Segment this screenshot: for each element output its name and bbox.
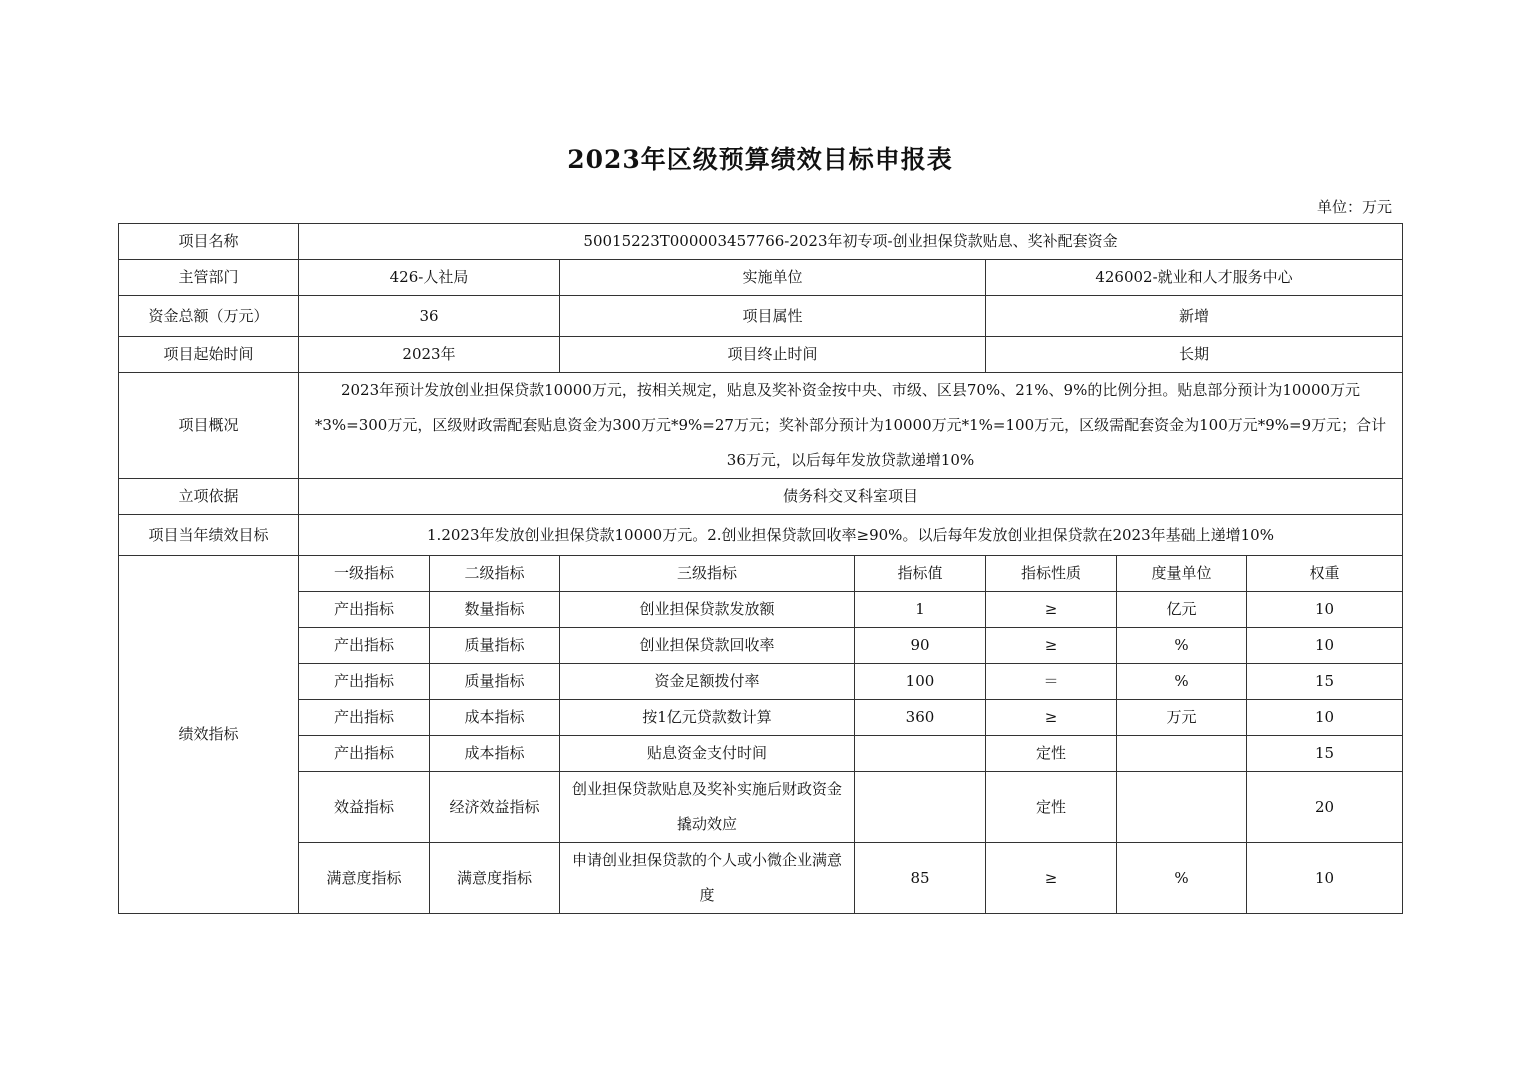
overview-value: 2023年预计发放创业担保贷款10000万元，按相关规定，贴息及奖补资金按中央、市级、区县70%、21%、9%的比例分担。贴息部分预计为10000万元*3%=300万元，区级财政需配套贴息资金为300万元*9%=27万元；奖补部分预计为10000万元*1%=100万元，区级需配套资金为100万元*9%=9万元；合计36万元，以后每年发放贷款递增10% (299, 373, 1403, 479)
weight-cell: 10 (1247, 700, 1403, 736)
row-project-name (119, 224, 1403, 260)
value-cell: 100 (855, 664, 986, 700)
row-basis (119, 479, 1403, 515)
attr-value: 新增 (986, 296, 1403, 337)
level3-cell: 贴息资金支付时间 (560, 736, 855, 772)
unit-cell: % (1117, 843, 1247, 914)
level1-cell: 产出指标 (299, 664, 430, 700)
funds-value: 36 (299, 296, 560, 337)
header-cell: 度量单位 (1117, 556, 1247, 592)
level2-cell: 质量指标 (430, 628, 560, 664)
project-name-value: 50015223T000003457766-2023年初专项-创业担保贷款贴息、奖补配套资金 (299, 224, 1403, 260)
header-cell: 一级指标 (299, 556, 430, 592)
overview-label: 项目概况 (119, 373, 299, 479)
level3-cell: 资金足额拨付率 (560, 664, 855, 700)
nature-cell: ≥ (986, 628, 1117, 664)
weight-cell: 20 (1247, 772, 1403, 843)
level3-cell: 按1亿元贷款数计算 (560, 700, 855, 736)
indicator-row (119, 843, 1403, 914)
nature-cell: 定性 (986, 736, 1117, 772)
level1-cell: 效益指标 (299, 772, 430, 843)
value-cell: 1 (855, 592, 986, 628)
weight-cell: 10 (1247, 628, 1403, 664)
declaration-table (118, 223, 1403, 914)
indicator-row (119, 700, 1403, 736)
unit-label: 单位：万元 (1316, 198, 1392, 216)
level3-cell: 申请创业担保贷款的个人或小微企业满意度 (560, 843, 855, 914)
level3-cell: 创业担保贷款贴息及奖补实施后财政资金撬动效应 (560, 772, 855, 843)
row-goal (119, 515, 1403, 556)
header-cell: 权重 (1247, 556, 1403, 592)
page-title: 2023年区级预算绩效目标申报表 (567, 145, 953, 174)
level2-cell: 数量指标 (430, 592, 560, 628)
level1-cell: 产出指标 (299, 628, 430, 664)
indicator-row (119, 736, 1403, 772)
unit-cell (1117, 772, 1247, 843)
level2-cell: 质量指标 (430, 664, 560, 700)
nature-cell: ＝ (986, 664, 1117, 700)
funds-label: 资金总额（万元） (119, 296, 299, 337)
level3-cell: 创业担保贷款回收率 (560, 628, 855, 664)
level1-cell: 产出指标 (299, 700, 430, 736)
level2-cell: 满意度指标 (430, 843, 560, 914)
goal-value: 1.2023年发放创业担保贷款10000万元。2.创业担保贷款回收率≥90%。以后每年发放创业担保贷款在2023年基础上递增10% (299, 515, 1403, 556)
row-funds (119, 296, 1403, 337)
row-department (119, 260, 1403, 296)
unit-cell: % (1117, 664, 1247, 700)
basis-label: 立项依据 (119, 479, 299, 515)
level1-cell: 产出指标 (299, 736, 430, 772)
project-name-label: 项目名称 (119, 224, 299, 260)
weight-cell: 10 (1247, 843, 1403, 914)
weight-cell: 10 (1247, 592, 1403, 628)
indicator-row (119, 628, 1403, 664)
value-cell: 85 (855, 843, 986, 914)
level2-cell: 经济效益指标 (430, 772, 560, 843)
level3-cell: 创业担保贷款发放额 (560, 592, 855, 628)
header-cell: 三级指标 (560, 556, 855, 592)
value-cell (855, 772, 986, 843)
attr-label: 项目属性 (560, 296, 986, 337)
indicator-row (119, 664, 1403, 700)
value-cell: 360 (855, 700, 986, 736)
end-label: 项目终止时间 (560, 337, 986, 373)
unit-cell: 万元 (1117, 700, 1247, 736)
level1-cell: 产出指标 (299, 592, 430, 628)
unit-cell: % (1117, 628, 1247, 664)
unit-cell (1117, 736, 1247, 772)
header-cell: 二级指标 (430, 556, 560, 592)
indicator-row (119, 592, 1403, 628)
impl-unit-value: 426002-就业和人才服务中心 (986, 260, 1403, 296)
level1-cell: 满意度指标 (299, 843, 430, 914)
dept-label: 主管部门 (119, 260, 299, 296)
nature-cell: ≥ (986, 843, 1117, 914)
dept-value: 426-人社局 (299, 260, 560, 296)
row-overview (119, 373, 1403, 479)
start-value: 2023年 (299, 337, 560, 373)
basis-value: 债务科交叉科室项目 (299, 479, 1403, 515)
row-period (119, 337, 1403, 373)
indicator-header-row (119, 556, 1403, 592)
nature-cell: ≥ (986, 700, 1117, 736)
level2-cell: 成本指标 (430, 700, 560, 736)
weight-cell: 15 (1247, 664, 1403, 700)
level2-cell: 成本指标 (430, 736, 560, 772)
value-cell (855, 736, 986, 772)
end-value: 长期 (986, 337, 1403, 373)
weight-cell: 15 (1247, 736, 1403, 772)
indicator-row (119, 772, 1403, 843)
goal-label: 项目当年绩效目标 (119, 515, 299, 556)
value-cell: 90 (855, 628, 986, 664)
header-cell: 指标性质 (986, 556, 1117, 592)
impl-unit-label: 实施单位 (560, 260, 986, 296)
unit-cell: 亿元 (1117, 592, 1247, 628)
start-label: 项目起始时间 (119, 337, 299, 373)
indicator-section-label: 绩效指标 (119, 556, 299, 914)
nature-cell: ≥ (986, 592, 1117, 628)
nature-cell: 定性 (986, 772, 1117, 843)
header-cell: 指标值 (855, 556, 986, 592)
